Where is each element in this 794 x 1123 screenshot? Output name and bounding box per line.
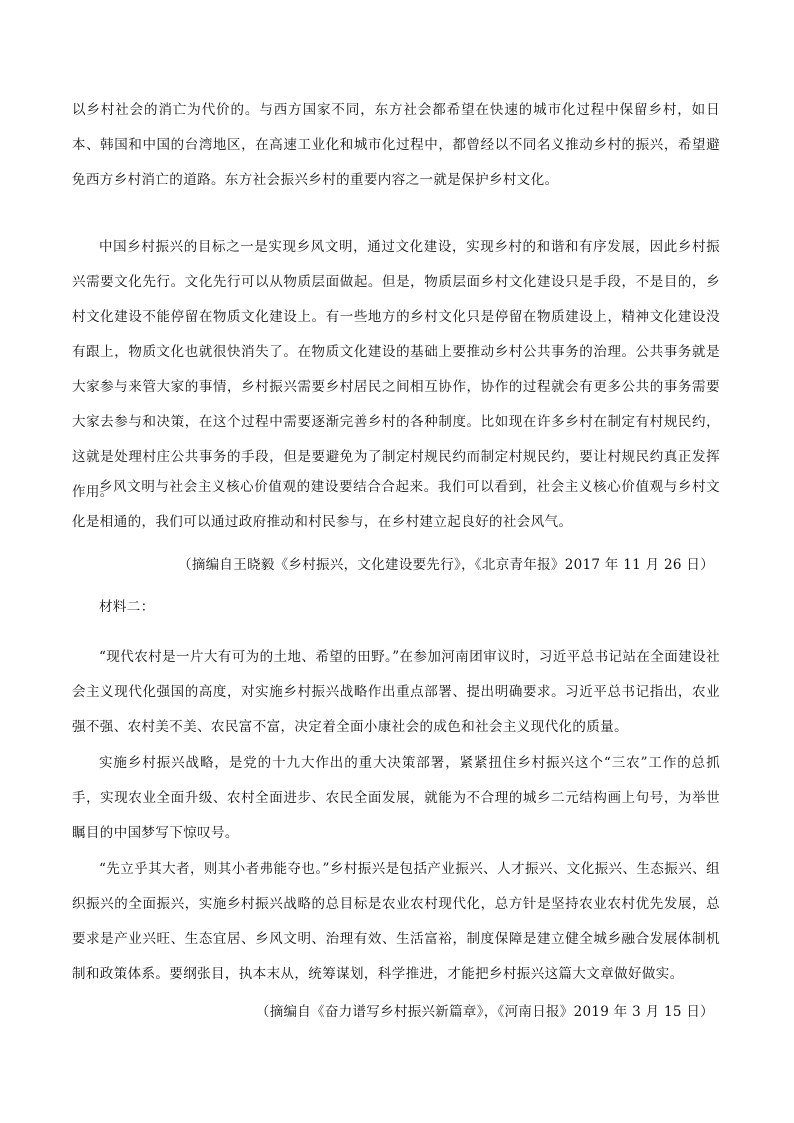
paragraph-4: “现代农村是一片大有可为的土地、希望的田野。”在参加河南团审议时，习近平总书记站在全面建设社会主义现代化强国的高度，对实施乡村振兴战略作出重点部署、提出明确要求。习近平总书记指出，农业强不强、农村美不美、农民富不富，决定着全面小康社会的成色和社会主义现代化的质量。 — [72, 649, 720, 735]
paragraph-6: “先立乎其大者，则其小者弗能夺也。”乡村振兴是包括产业振兴、人才振兴、文化振兴、生态振兴、组织振兴的全面振兴，实施乡村振兴战略的总目标是农业农村现代化，总方针是坚持农业农村优先发展，总要求是产业兴旺、生态宜居、乡风文明、治理有效、生活富裕，制度保障是建立健全城乡融合发展体制机制和政策体系。要纲张目，执本末从，统筹谋划，科学推进，才能把乡村振兴这篇大文章做好做实。 — [72, 861, 720, 982]
paragraph-5: 实施乡村振兴战略，是党的十九大作出的重大决策部署，紧紧扭住乡村振兴这个“三农”工作的总抓手，实现农业全面升级、农村全面进步、农民全面发展，就能为不合理的城乡二元结构画上句号，为举世瞩目的中国梦写下惊叹号。 — [72, 755, 720, 841]
paragraph-2: 中国乡村振兴的目标之一是实现乡风文明，通过文化建设，实现乡村的和谐和有序发展，因此乡村振兴需要文化先行。文化先行可以从物质层面做起。但是，物质层面乡村文化建设只是手段，不是目的，乡村文化建设不能停留在物质文化建设上。有一些地方的乡村文化只是停留在物质建设上，精神文化建设没有跟上，物质文化也就很快消失了。在物质文化建设的基础上要推动乡村公共事务的治理。公共事务就是大家参与来管大家的事情，乡村振兴需要乡村居民之间相互协作，协作的过程就会有更多公共的事务需要大家去参与和决策，在这个过程中需要逐渐完善乡村的各种制度。比如现在许多乡村在制定有村规民约，这就是处理村庄公共事务的手段，但是要避免为了制定村规民约而制定村规民约，要让村规民约真正发挥作用。 — [72, 239, 720, 500]
source-citation-2: （摘编自《奋力谱写乡村振兴新篇章》，《河南日报》2019 年 3 月 15 日） — [255, 1004, 714, 1020]
paragraph-1: 以乡村社会的消亡为代价的。与西方国家不同，东方社会都希望在快速的城市化过程中保留乡村，如日本、韩国和中国的台湾地区，在高速工业化和城市化过程中，都曾经以不同名义推动乡村的振兴，希望避免西方乡村消亡的道路。东方社会振兴乡村的重要内容之一就是保护乡村文化。 — [72, 102, 720, 188]
source-citation-1: （摘编自王晓毅《乡村振兴，文化建设要先行》，《北京青年报》2017 年 11 月 26 日） — [178, 557, 714, 573]
paragraph-3: 乡风文明与社会主义核心价值观的建设要结合合起来。我们可以看到，社会主义核心价值观与乡村文化是相通的，我们可以通过政府推动和村民参与，在乡村建立起良好的社会风气。 — [72, 479, 720, 530]
material-2-label: 材料二： — [99, 599, 155, 615]
